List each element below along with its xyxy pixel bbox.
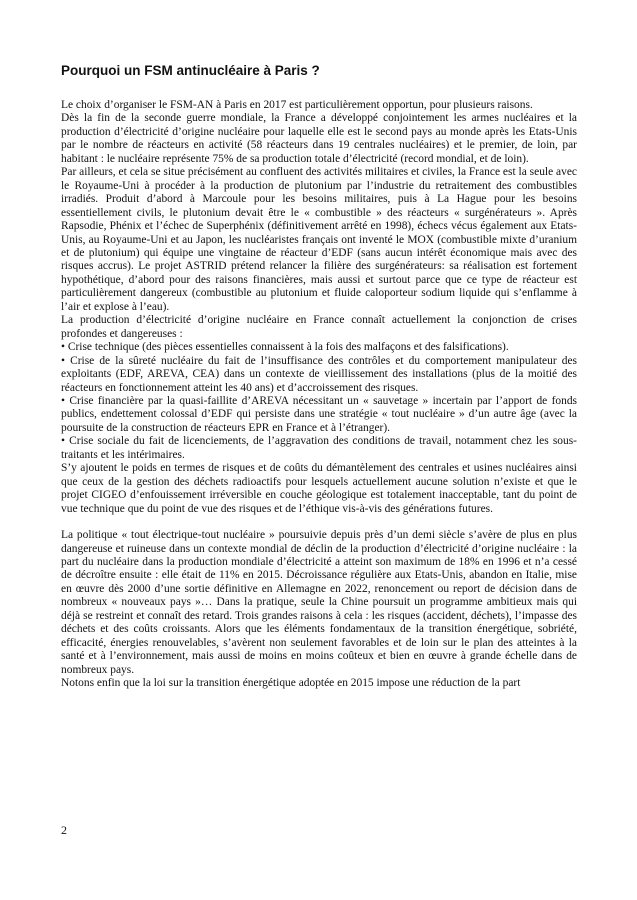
section-title: Pourquoi un FSM antinucléaire à Paris ?: [61, 63, 320, 78]
page-number: 2: [61, 823, 67, 837]
paragraph-dismantling: S’y ajoutent le poids en termes de risques et de coûts du démantèlement des centrales et usines nucléaires ainsi que ceux de la gestion des déchets radioactifs pour lesquels actuellement aucune solution n’existe et que le projet CIGEO d’enfouissement irréversible en couche géologique est totalement inacceptable, tant du point de vue technique que du point de vue des risques et de l’éthique vis-à-vis des générations futures.: [61, 462, 577, 515]
paragraph-history: Dès la fin de la seconde guerre mondiale, la France a développé conjointement les armes nucléaires et la production d’électricité d’origine nucléaire pour laquelle elle est le second pays au monde après les Etats-Unis par le nombre de réacteurs en activité (58 réacteurs dans 19 centrales nucléaires) et le premier, de loin, par habitant : le nucléaire représente 75% de sa production totale d’électricité (record mondial, et de loin).: [61, 112, 577, 165]
paragraph-crises-intro: La production d’électricité d’origine nucléaire en France connaît actuellement la conjonction de crises profondes et dangereuses :: [61, 314, 577, 340]
body-text: [61, 99, 577, 690]
bullet-safety-crisis: • Crise de la sûreté nucléaire du fait de l’insuffisance des contrôles et du comportement manipulateur des exploitants (EDF, AREVA, CEA) dans un contexte de vieillissement des installations (plus de la moitié des réacteurs en fonctionnement atteint les 40 ans) et d’accroissement des risques.: [61, 354, 577, 394]
paragraph-policy: La politique « tout électrique-tout nucléaire » poursuivie depuis près d’un demi siècle s’avère de plus en plus dangereuse et ruineuse dans un contexte mondial de déclin de la production d’électricité d’origine nucléaire : la part du nucléaire dans la production mondiale d’électricité a atteint son maximum de 18% en 1996 et n’a cessé de décroître ensuite : elle était de 11% en 2015. Décroissance régulière aux Etats-Unis, abandon en Italie, mise en œuvre dès 2000 d’une sortie définitive en Allemagne en 2022, renoncement ou report de décision dans de nombreux « nouveaux pays »… Dans la pratique, seule la Chine poursuit un programme ambitieux mais qui déjà se restreint et connaît des retard. Trois grandes raisons à cela : les risques (accident, déchets), l’impasse des déchets et des coûts croissants. Alors que les éléments fondamentaux de la transition énergétique, sobriété, efficacité, énergies renouvelables, s’avèrent non seulement favorables et de loin sur le plan des atteintes à la santé et à l’environnement, mais aussi de moins en moins coûteux et bien en œuvre à grande échelle dans de nombreux pays.: [61, 529, 577, 676]
paragraph-spacer: [61, 516, 577, 529]
paragraph-intro: Le choix d’organiser le FSM-AN à Paris en 2017 est particulièrement opportun, pour plusieurs raisons.: [61, 99, 533, 111]
bullet-social-crisis: • Crise sociale du fait de licenciements, de l’aggravation des conditions de travail, notamment chez les sous-traitants et les intérimaires.: [61, 435, 577, 461]
bullet-technical-crisis: • Crise technique (des pièces essentielles connaissent à la fois des malfaçons et des falsifications).: [61, 341, 509, 354]
bullet-financial-crisis: • Crise financière par la quasi-faillite d’AREVA nécessitant un « sauvetage » incertain par l’apport de fonds publics, endettement colossal d’EDF qui persiste dans une stratégie « tout nucléaire » d’un autre âge (avec la poursuite de la construction de réacteurs EPR en France et à l’étranger).: [61, 394, 577, 434]
paragraph-energy-law: Notons enfin que la loi sur la transition énergétique adoptée en 2015 impose une réduction de la part: [61, 677, 521, 690]
paragraph-plutonium: Par ailleurs, et cela se situe précisément au confluent des activités militaires et civiles, la France est la seule avec le Royaume-Uni à procéder à la production de plutonium par l’industrie du retraitement des combustibles irradiés. Produit d’abord à Marcoule pour les besoins militaires, puis à La Hague pour les besoins essentiellement civils, le plutonium devait être le « combustible » des réacteurs « surgénérateurs ». Après Rapsodie, Phénix et l’échec de Superphénix (définitivement arrêté en 1998), échecs vécus également aux Etats-Unis, au Royaume-Uni et au Japon, les nucléaristes français ont inventé le MOX (combustible mixte d’uranium et de plutonium) qui équipe une vingtaine de réacteur d’EDF (sans aucun intérêt économique mais avec des risques accrus). Le projet ASTRID prétend relancer la filière des surgénérateurs: sa réalisation est fortement hypothétique, d’abord pour des raisons financières, mais aussi et surtout parce que ce type de réacteur est particulièrement dangereux (combustible au plutonium et fluide caloporteur sodium liquide qui s’enflamme à l’air et explose à l’eau).: [61, 166, 577, 313]
